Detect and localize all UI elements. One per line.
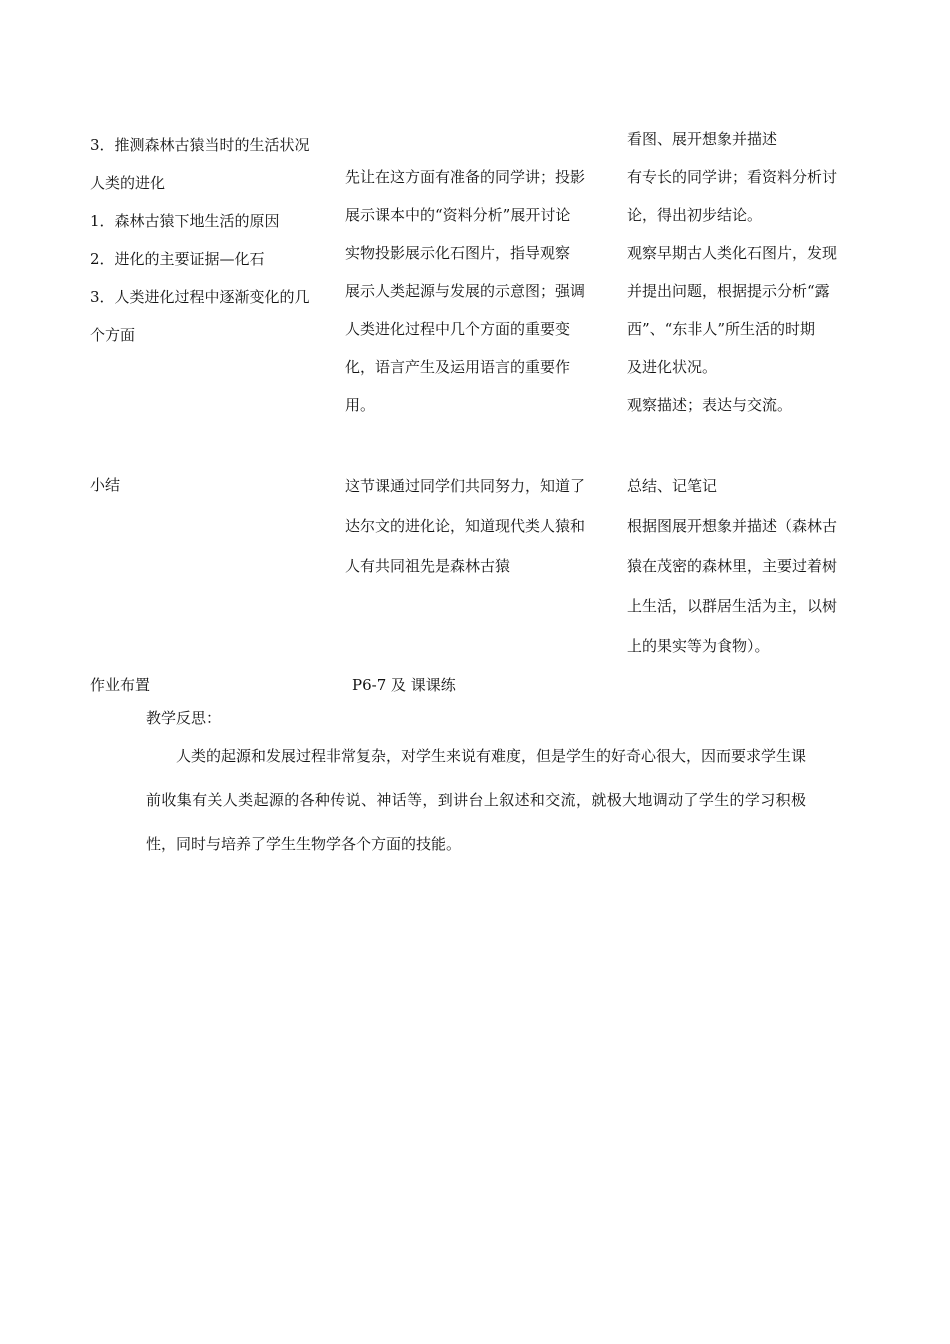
student-activity-line: 看图、展开想象并描述 [627, 130, 778, 148]
summary-student-line: 上的果实等为食物）。 [627, 637, 770, 655]
topic-line: 个方面 [90, 326, 136, 344]
topic-line: 3．人类进化过程中逐渐变化的几 [90, 288, 310, 306]
summary-student-line: 上生活，以群居生活为主，以树 [627, 597, 838, 615]
homework-content: P6-7 及 课课练 [352, 676, 456, 694]
teacher-activity-line: 先让在这方面有准备的同学讲；投影 [345, 168, 586, 186]
reflection-body: 人类的起源和发展过程非常复杂，对学生来说有难度，但是学生的好奇心很大，因而要求学生课前收集有关人类起源的各种传说、神话等，到讲台上叙述和交流，就极大地调动了学生的学习积极性，同时与培养了学生生物学各个方面的技能。 [146, 747, 807, 853]
summary-student-line: 猿在茂密的森林里，主要过着树 [627, 557, 838, 575]
topic-line: 1．森林古猿下地生活的原因 [90, 212, 280, 230]
teacher-activities-column [345, 158, 627, 424]
topic-line: 3．推测森林古猿当时的生活状况 [90, 136, 310, 154]
summary-teacher-column [345, 466, 627, 586]
reflection-title: 教学反思： [146, 709, 222, 727]
summary-teacher-line: 人有共同祖先是森林古猿 [345, 557, 511, 575]
teacher-activity-line: 展示课本中的“资料分析”展开讨论 [345, 206, 571, 224]
student-activity-line: 论，得出初步结论。 [627, 206, 763, 224]
teacher-activity-line: 化，语言产生及运用语言的重要作 [345, 358, 571, 376]
teacher-activity-line: 展示人类起源与发展的示意图；强调 [345, 282, 586, 300]
teacher-activity-line: 人类进化过程中几个方面的重要变 [345, 320, 571, 338]
summary-student-column [627, 466, 867, 666]
student-activity-line: 及进化状况。 [627, 358, 718, 376]
student-activity-line: 观察描述；表达与交流。 [627, 396, 793, 414]
summary-label: 小结 [90, 476, 121, 494]
teacher-activity-line: 用。 [345, 396, 376, 414]
summary-teacher-line: 达尔文的进化论，知道现代类人猿和 [345, 517, 586, 535]
homework-label: 作业布置 [90, 676, 151, 694]
student-activity-line: 西”、“东非人”所生活的时期 [627, 320, 816, 338]
teacher-activity-line: 实物投影展示化石图片，指导观察 [345, 244, 571, 262]
summary-student-line: 根据图展开想象并描述（森林古 [627, 517, 838, 535]
lesson-topics-column [90, 126, 340, 354]
student-activity-line: 并提出问题，根据提示分析“露 [627, 282, 830, 300]
topic-heading: 人类的进化 [90, 174, 166, 192]
summary-student-line: 总结、记笔记 [627, 477, 718, 495]
student-activity-line: 有专长的同学讲；看资料分析讨 [627, 168, 838, 186]
topic-line: 2．进化的主要证据—化石 [90, 250, 265, 268]
student-activity-line: 观察早期古人类化石图片，发现 [627, 244, 838, 262]
summary-teacher-line: 这节课通过同学们共同努力，知道了 [345, 477, 586, 495]
student-activities-column [627, 120, 867, 424]
